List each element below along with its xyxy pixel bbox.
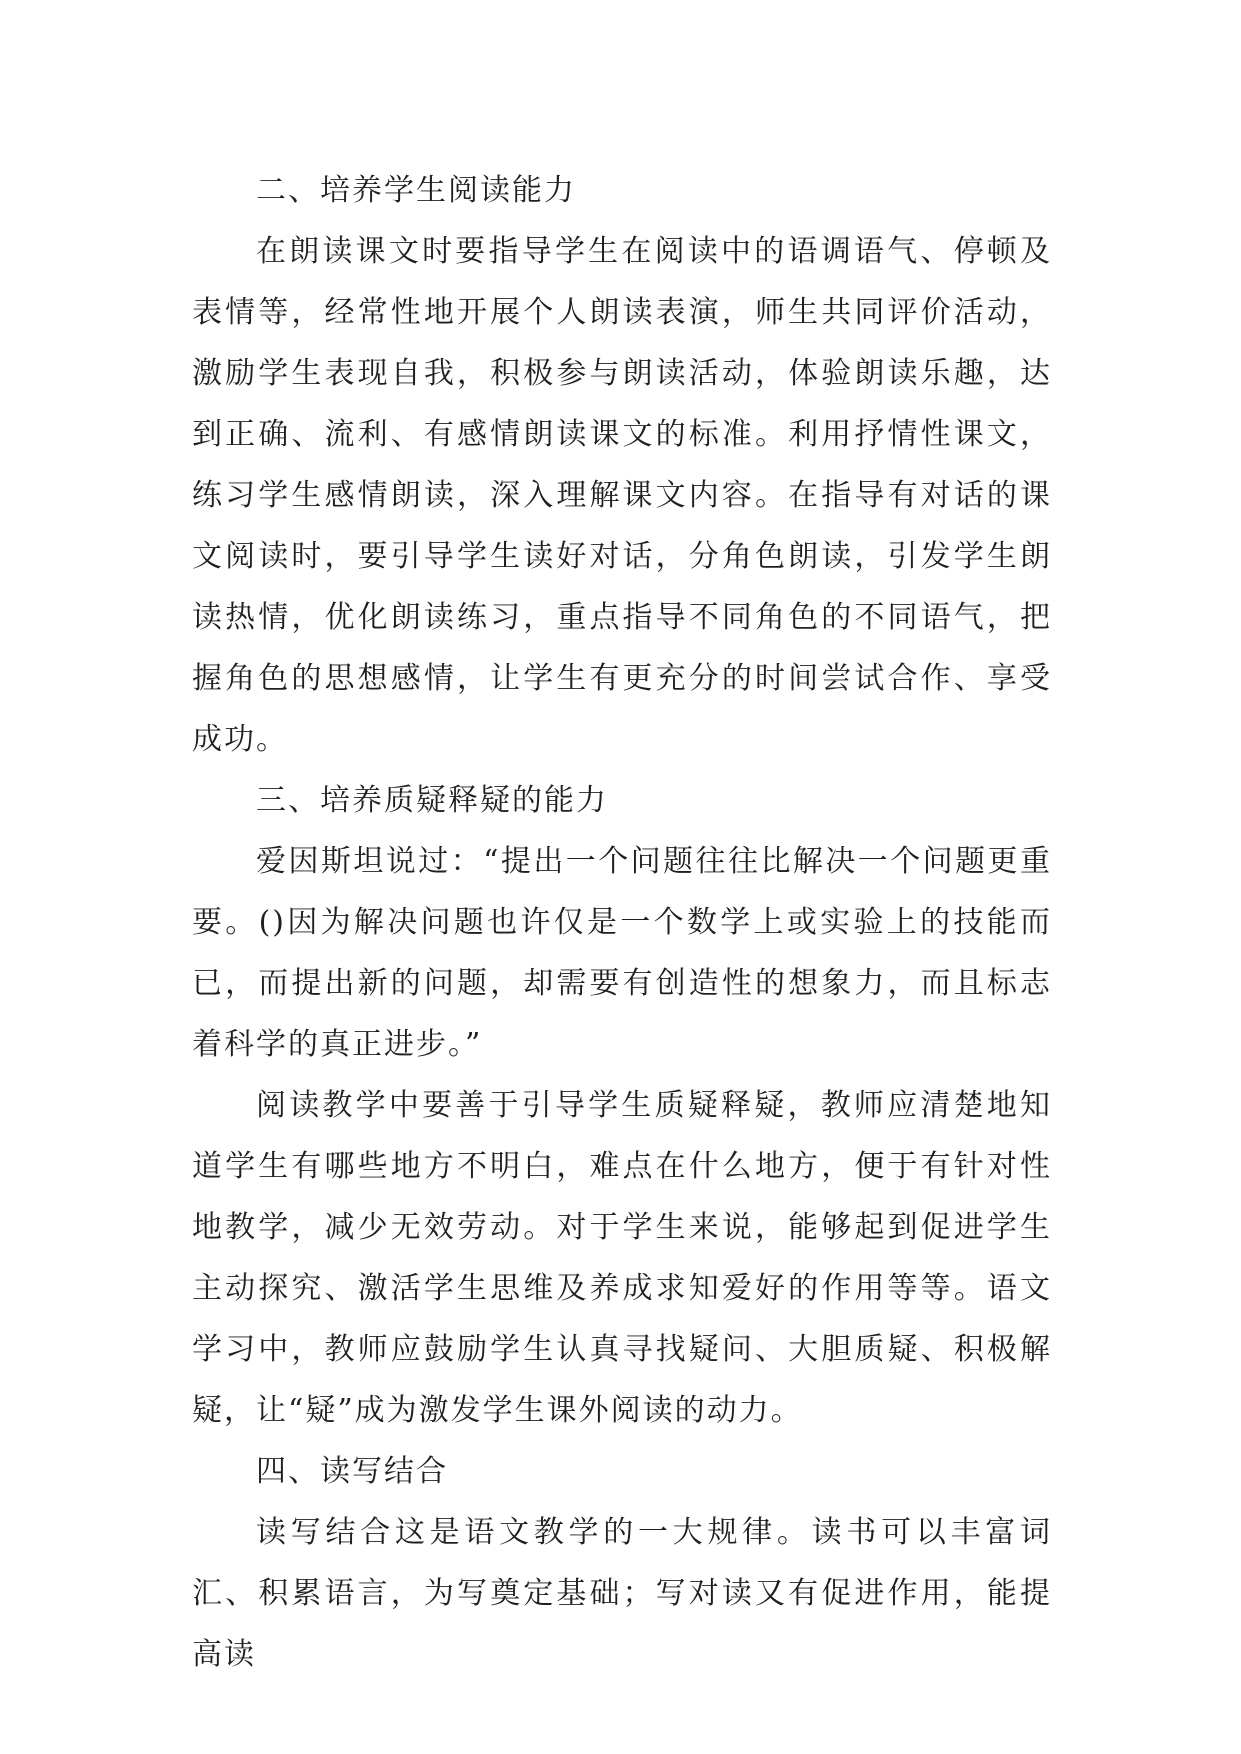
paragraph-reading-writing: 读写结合这是语文教学的一大规律。读书可以丰富词汇、积累语言，为写奠定基础；写对读又有促进作用，能提高读 bbox=[192, 1515, 1052, 1672]
section-heading-questioning: 三、培养质疑释疑的能力 bbox=[256, 783, 608, 818]
paragraph-einstein-quote: 爱因斯坦说过：“提出一个问题往往比解决一个问题更重要。()因为解决问题也许仅是一个数学上或实验上的技能而已，而提出新的问题，却需要有创造性的想象力，而且标志着科学的真正进步。” bbox=[192, 844, 1052, 1062]
paragraph-questioning-teaching: 阅读教学中要善于引导学生质疑释疑，教师应清楚地知道学生有哪些地方不明白，难点在什么地方，便于有针对性地教学，减少无效劳动。对于学生来说，能够起到促进学生主动探究、激活学生思维及养成求知爱好的作用等等。语文学习中，教师应鼓励学生认真寻找疑问、大胆质疑、积极解疑，让“疑”成为激发学生课外阅读的动力。 bbox=[192, 1088, 1052, 1428]
document-body bbox=[192, 160, 1052, 1685]
section-heading-reading-ability: 二、培养学生阅读能力 bbox=[256, 173, 576, 208]
section-heading-reading-writing: 四、读写结合 bbox=[256, 1454, 448, 1489]
paragraph-reading-aloud: 在朗读课文时要指导学生在阅读中的语调语气、停顿及表情等，经常性地开展个人朗读表演，师生共同评价活动，激励学生表现自我，积极参与朗读活动，体验朗读乐趣，达到正确、流利、有感情朗读课文的标准。利用抒情性课文，练习学生感情朗读，深入理解课文内容。在指导有对话的课文阅读时，要引导学生读好对话，分角色朗读，引发学生朗读热情，优化朗读练习，重点指导不同角色的不同语气，把握角色的思想感情，让学生有更充分的时间尝试合作、享受成功。 bbox=[192, 234, 1052, 757]
